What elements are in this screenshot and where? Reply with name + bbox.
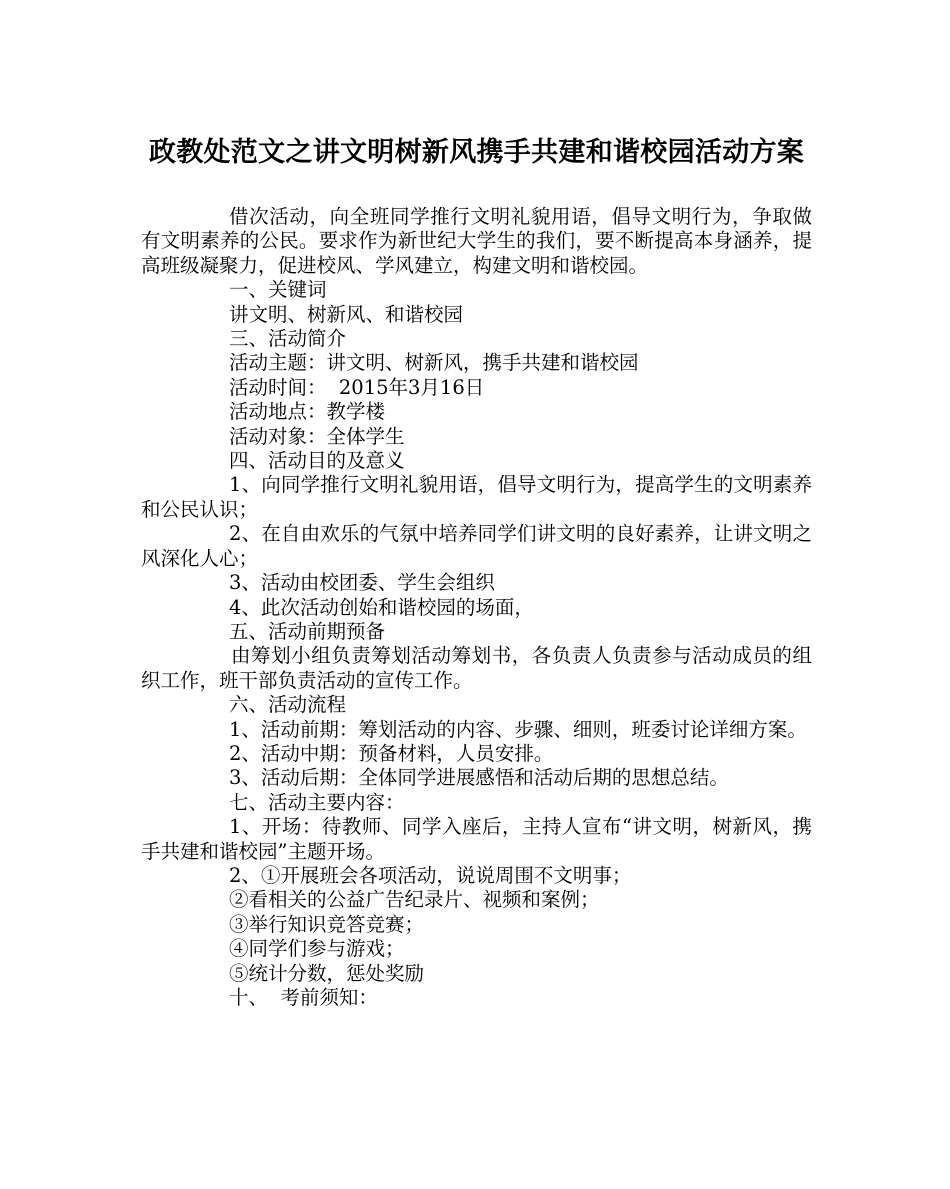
section-heading-preparation: 五、活动前期预备 — [229, 619, 386, 643]
activity-theme: 活动主题：讲文明、树新风，携手共建和谐校园 — [229, 351, 639, 375]
activity-time: 活动时间： 2015年3月16日 — [229, 375, 485, 399]
preparation-text: 由筹划小组负责筹划活动筹划书，各负责人负责参与活动成员的组织工作，班干部负责活动的宣传工作。 — [141, 644, 812, 692]
section-heading-process: 六、活动流程 — [229, 693, 347, 717]
content-subitem-4: ④同学们参与游戏； — [229, 937, 405, 961]
content-subitem-3: ③举行知识竞答竞赛； — [229, 912, 425, 936]
activity-location: 活动地点：教学楼 — [229, 400, 386, 424]
content-item-1: 1、开场：待教师、同学入座后，主持人宣布“讲文明，树新风，携手共建和谐校园”主题开场。 — [141, 815, 812, 863]
intro-paragraph: 借次活动，向全班同学推行文明礼貌用语，倡导文明行为，争取做有文明素养的公民。要求作为新世纪大学生的我们，要不断提高本身涵养，提高班级凝聚力，促进校风、学风建立，构建文明和谐校园。 — [141, 205, 812, 277]
section-heading-content: 七、活动主要内容： — [229, 790, 405, 814]
keywords-text: 讲文明、树新风、和谐校园 — [229, 302, 464, 326]
section-heading-overview: 三、活动简介 — [229, 327, 347, 351]
content-subitem-2: ②看相关的公益广告纪录片、视频和案例； — [229, 888, 600, 912]
activity-audience: 活动对象：全体学生 — [229, 424, 405, 448]
process-item-3: 3、活动后期：全体同学进展感悟和活动后期的思想总结。 — [229, 766, 729, 790]
purpose-item-1: 1、向同学推行文明礼貌用语，倡导文明行为，提高学生的文明素养和公民认识； — [141, 473, 812, 521]
section-heading-purpose: 四、活动目的及意义 — [229, 449, 405, 473]
section-heading-notes: 十、 考前须知： — [229, 986, 378, 1009]
content-subitem-5: ⑤统计分数，惩处奖励 — [229, 961, 425, 985]
section-heading-keywords: 一、关键词 — [229, 278, 327, 302]
document-title: 政教处范文之讲文明树新风携手共建和谐校园活动方案 — [148, 137, 805, 168]
purpose-item-4: 4、此次活动创始和谐校园的场面， — [229, 595, 534, 619]
process-item-2: 2、活动中期：预备材料，人员安排。 — [229, 741, 554, 765]
content-item-2: 2、①开展班会各项活动，说说周围不文明事； — [229, 863, 632, 887]
purpose-item-3: 3、活动由校团委、学生会组织 — [229, 571, 495, 595]
purpose-item-2: 2、在自由欢乐的气氛中培养同学们讲文明的良好素养，让讲文明之风深化人心； — [141, 522, 812, 570]
process-item-1: 1、活动前期：筹划活动的内容、步骤、细则，班委讨论详细方案。 — [229, 717, 807, 741]
document-body — [141, 205, 812, 1010]
